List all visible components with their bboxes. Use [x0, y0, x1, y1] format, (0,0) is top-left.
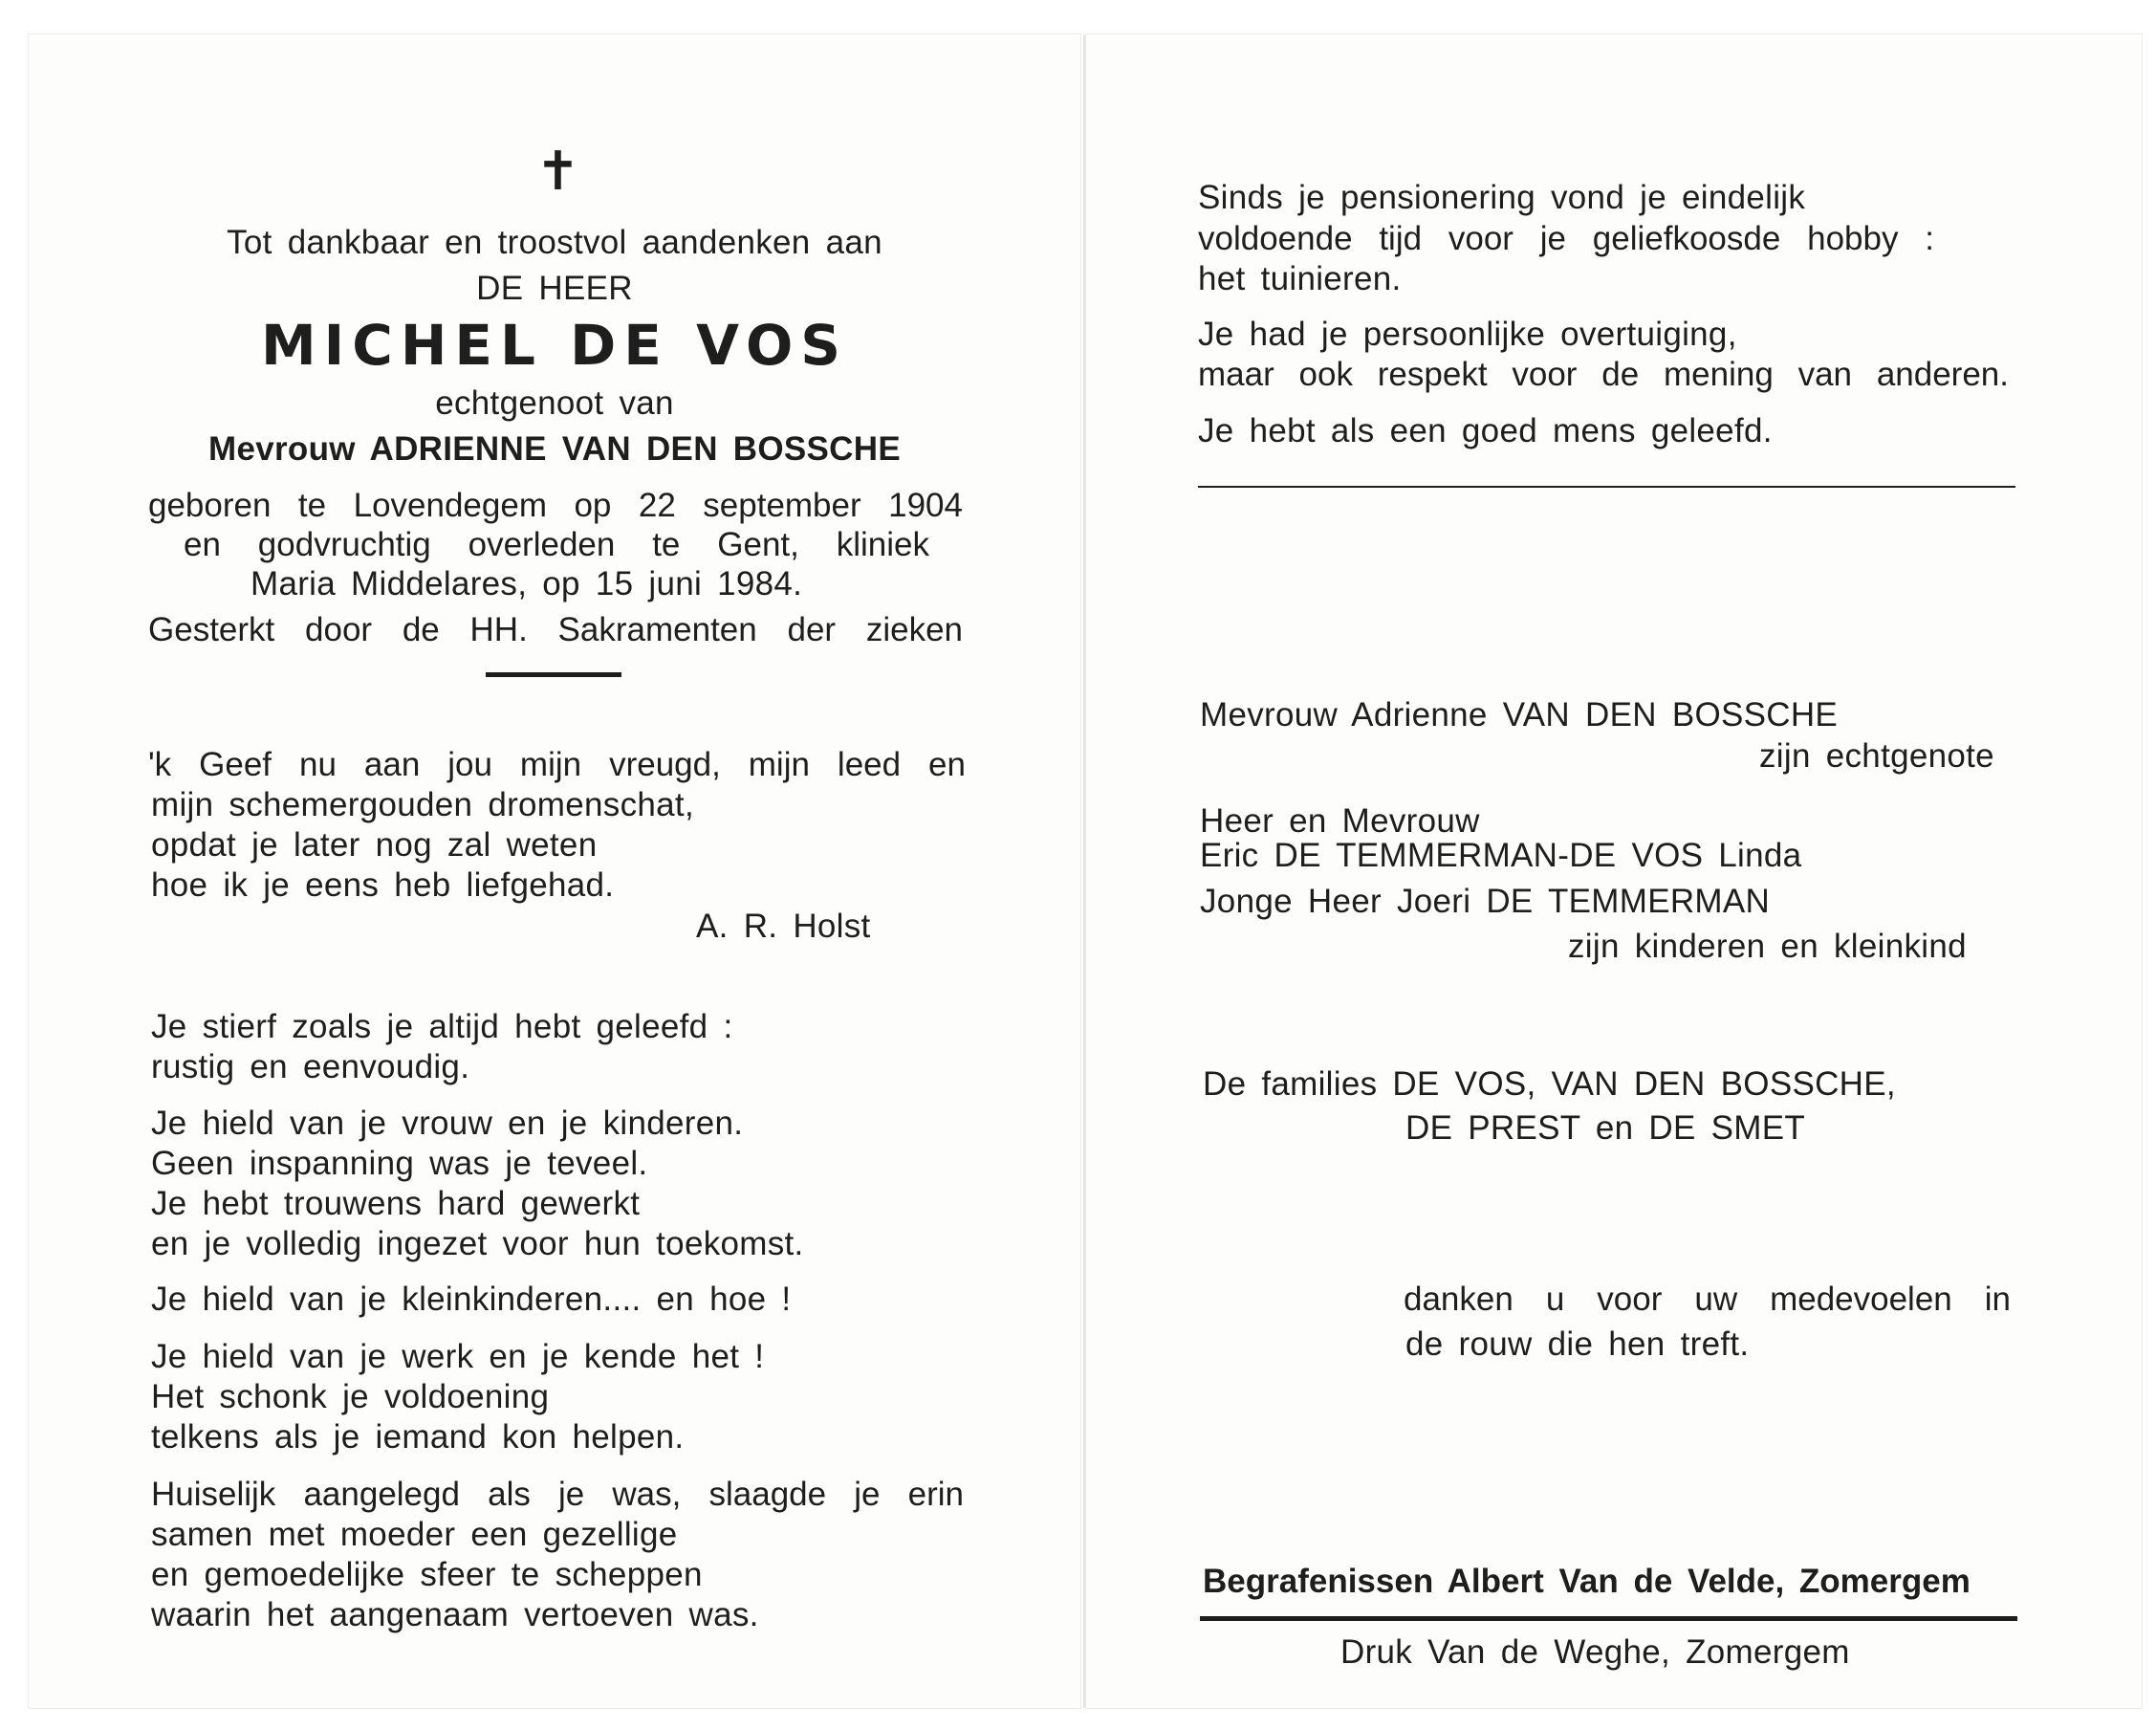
text-line: en gemoedelijke sfeer te scheppen [151, 1556, 703, 1593]
text-line: Het schonk je voldoening [151, 1378, 550, 1415]
right-text-line: het tuinieren. [1198, 260, 1402, 297]
right-text-line: Sinds je pensionering vond je eindelijk [1198, 179, 1806, 216]
divider-bottom [1200, 1616, 2017, 1621]
divider-short [486, 672, 621, 677]
text-line: rustig en eenvoudig. [151, 1048, 470, 1085]
spouse-name: Mevrouw ADRIENNE VAN DEN BOSSCHE [208, 430, 901, 468]
fold-line [1083, 34, 1085, 1708]
bio-line-4: Gesterkt door de HH. Sakramenten der zieken [148, 611, 963, 648]
right-text-line: maar ook respekt voor de mening van anderen. [1198, 356, 2009, 393]
poem-line-3: opdat je later nog zal weten [151, 826, 598, 864]
poem-line-2: mijn schemergouden dromenschat, [151, 786, 694, 823]
cross-icon: ✝ [535, 141, 580, 203]
thanks-line-1: danken u voor uw medevoelen in [1404, 1281, 2011, 1318]
right-text-line: Je had je persoonlijke overtuiging, [1198, 316, 1737, 353]
text-line: waarin het aangenaam vertoeven was. [151, 1596, 759, 1633]
text-line: Je hield van je kleinkinderen.... en hoe ! [151, 1281, 792, 1318]
families-line-2: DE PREST en DE SMET [1405, 1109, 1806, 1147]
family-children-1: Heer en Mevrouw [1200, 802, 1480, 840]
title-text: DE HEER [476, 270, 633, 307]
family-spouse-role: zijn echtgenote [1759, 737, 1994, 775]
family-children-role: zijn kinderen en kleinkind [1568, 928, 1967, 965]
poem-line-1: 'k Geef nu aan jou mijn vreugd, mijn leed en [148, 746, 966, 783]
text-line: Je hebt trouwens hard gewerkt [151, 1185, 641, 1222]
poem-line-4: hoe ik je eens heb liefgehad. [151, 866, 615, 904]
text-line: samen met moeder een gezellige [151, 1516, 678, 1553]
thanks-line-2: de rouw die hen treft. [1405, 1325, 1750, 1363]
printer: Druk Van de Weghe, Zomergem [1340, 1633, 1850, 1671]
divider-thin [1198, 486, 2015, 488]
text-line: Je stierf zoals je altijd hebt geleefd : [151, 1008, 733, 1045]
poem-author: A. R. Holst [696, 908, 871, 945]
bio-line-2: en godvruchtig overleden te Gent, kliniek [184, 526, 929, 563]
undertaker: Begrafenissen Albert Van de Velde, Zomergem [1203, 1563, 1971, 1600]
intro-text: Tot dankbaar en troostvol aandenken aan [227, 224, 882, 261]
spouse-intro: echtgenoot van [435, 384, 674, 422]
bio-line-3: Maria Middelares, op 15 juni 1984. [250, 565, 803, 602]
text-line: en je volledig ingezet voor hun toekomst. [151, 1225, 804, 1262]
text-line: Je hield van je vrouw en je kinderen. [151, 1105, 744, 1142]
text-line: Huiselijk aangelegd als je was, slaagde je erin [151, 1476, 964, 1513]
deceased-name: MICHEL DE VOS [260, 313, 849, 378]
bio-line-1: geboren te Lovendegem op 22 september 1904 [148, 487, 963, 524]
family-children-3: Jonge Heer Joeri DE TEMMERMAN [1200, 883, 1771, 920]
family-children-2: Eric DE TEMMERMAN-DE VOS Linda [1200, 837, 1802, 874]
text-line: Geen inspanning was je teveel. [151, 1145, 648, 1182]
right-text-line: Je hebt als een goed mens geleefd. [1198, 412, 1773, 449]
text-line: telkens als je iemand kon helpen. [151, 1418, 685, 1456]
right-text-line: voldoende tijd voor je geliefkoosde hobby : [1198, 220, 1934, 257]
text-line: Je hield van je werk en je kende het ! [151, 1338, 765, 1375]
family-spouse: Mevrouw Adrienne VAN DEN BOSSCHE [1200, 696, 1839, 734]
families-line-1: De families DE VOS, VAN DEN BOSSCHE, [1203, 1065, 1896, 1103]
